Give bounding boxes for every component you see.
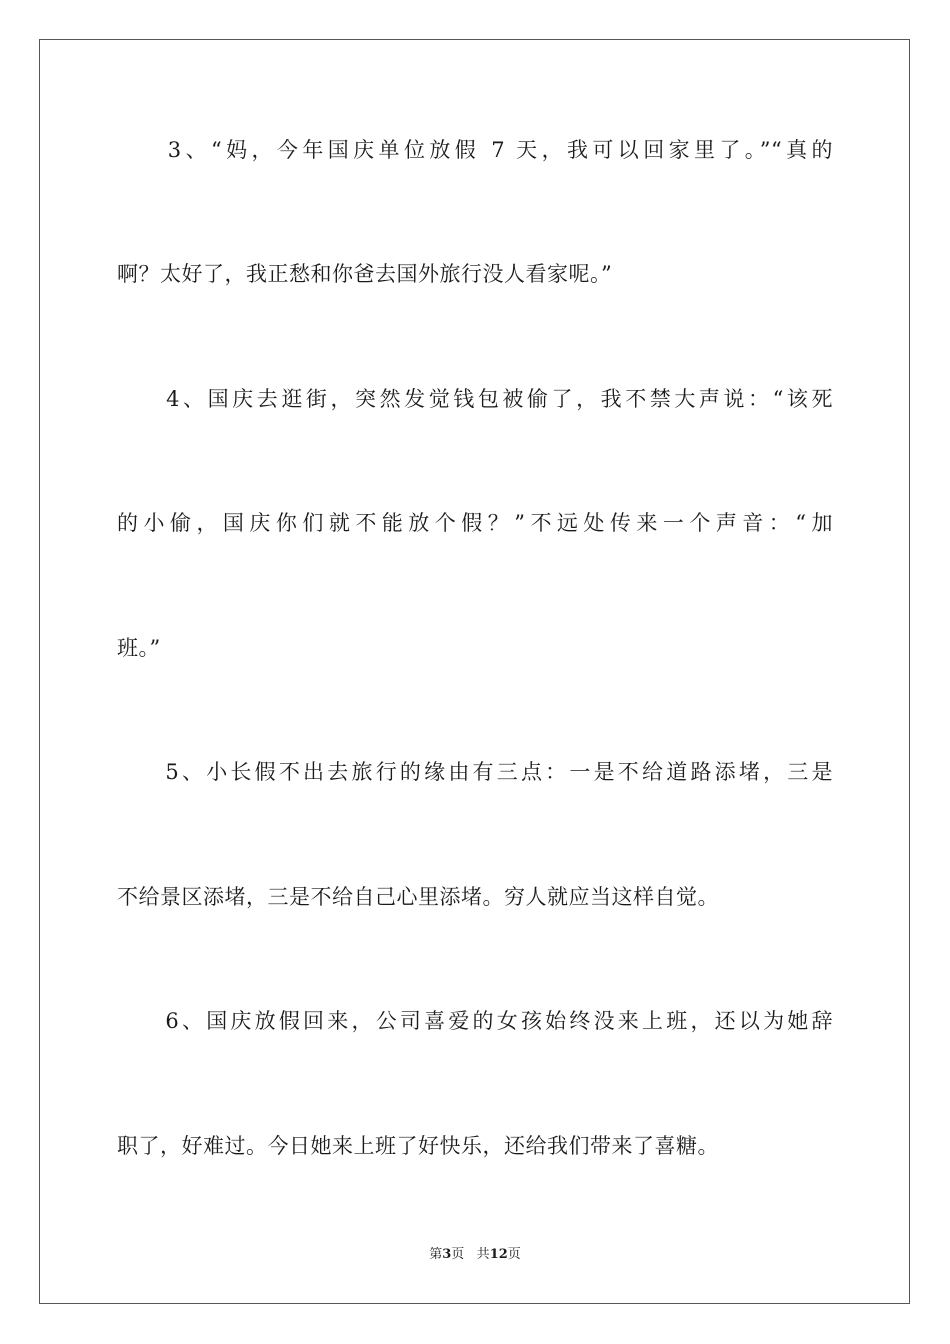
body-line-3: 4、国庆去逛街，突然发觉钱包被偷了，我不禁大声说：“该死 (117, 387, 833, 411)
page-border (39, 39, 910, 1304)
body-line-6: 5、小长假不出去旅行的缘由有三点：一是不给道路添堵，三是 (117, 760, 833, 784)
body-line-7: 不给景区添堵，三是不给自己心里添堵。穷人就应当这样自觉。 (117, 885, 719, 909)
body-line-1: 3、“妈，今年国庆单位放假 7 天，我可以回家里了。”“真的 (117, 138, 833, 162)
body-line-9: 职了，好难过。今日她来上班了好快乐，还给我们带来了喜糖。 (117, 1134, 719, 1158)
body-line-8: 6、国庆放假回来，公司喜爱的女孩始终没来上班，还以为她辞 (117, 1009, 833, 1033)
total-suffix: 页 (507, 1247, 521, 1262)
page-current: 3 (442, 1247, 452, 1262)
page-footer (0, 1246, 950, 1264)
body-line-2: 啊？太好了，我正愁和你爸去国外旅行没人看家呢。” (117, 262, 613, 286)
page-suffix: 页 (451, 1247, 465, 1262)
page-prefix: 第 (429, 1247, 443, 1262)
page-total: 12 (489, 1247, 508, 1262)
body-line-5: 班。” (117, 636, 161, 660)
body-line-4: 的小偷，国庆你们就不能放个假？”不远处传来一个声音：“加 (117, 511, 833, 535)
total-prefix: 共 (476, 1247, 490, 1262)
